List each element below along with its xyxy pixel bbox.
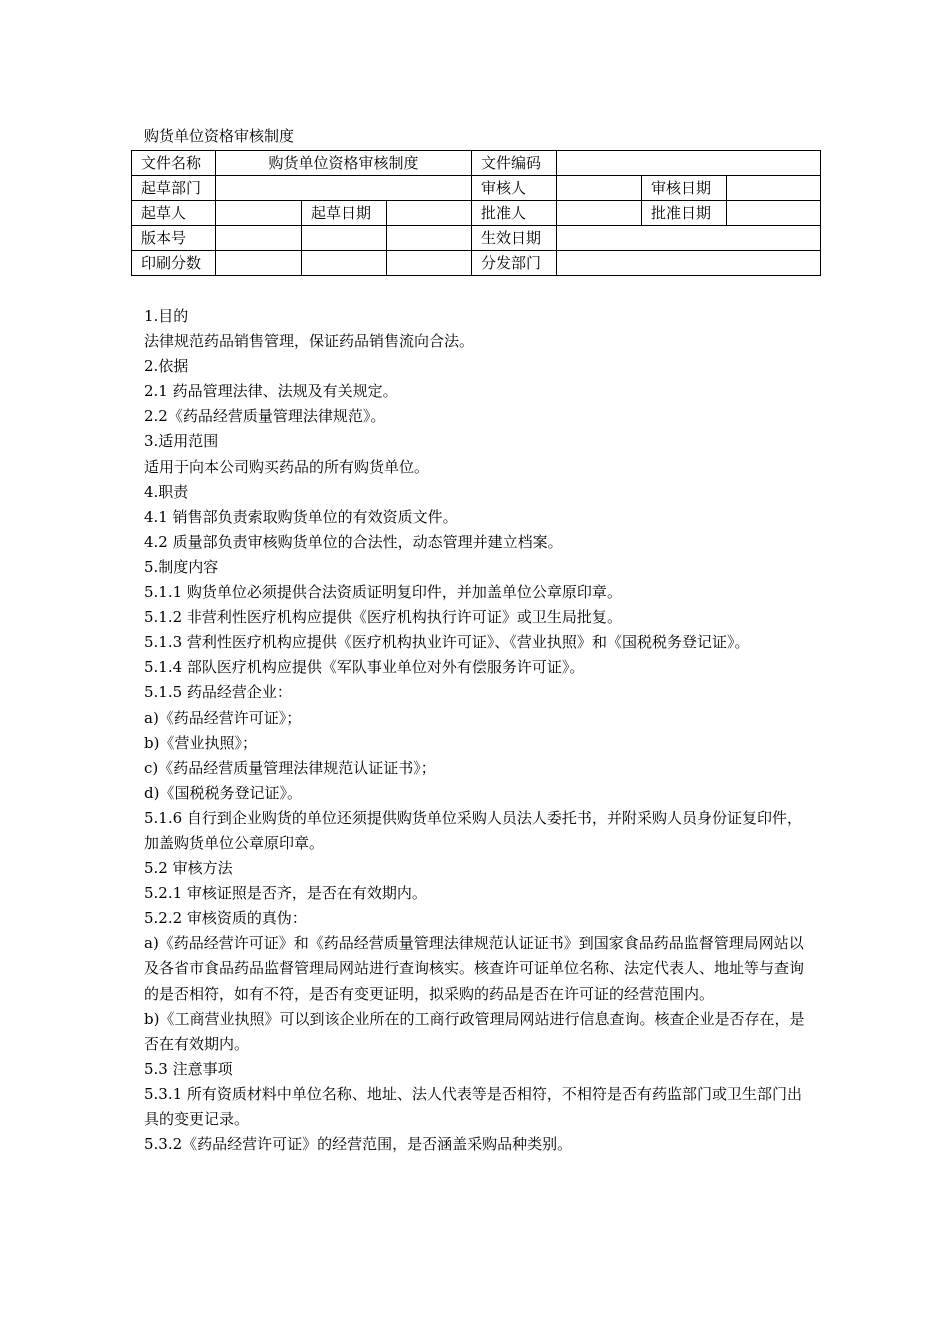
- paragraph: 5.1.5 药品经营企业：: [144, 683, 292, 702]
- paragraph: 5.1.6 自行到企业购货的单位还须提供购货单位采购人员法人委托书，并附采购人员身份证复印件，加盖购货单位公章原印章。: [144, 808, 802, 852]
- table-cell-value: [727, 201, 821, 226]
- table-row: [132, 151, 821, 176]
- table-cell-value: [387, 201, 472, 226]
- table-cell-label: 版本号: [132, 226, 216, 251]
- table-row: [132, 226, 821, 251]
- table-cell-label: 审核人: [472, 176, 557, 201]
- paragraph: 2.依据: [144, 357, 189, 376]
- document-title: 购货单位资格审核制度: [144, 127, 295, 145]
- paragraph: 4.职责: [144, 482, 189, 501]
- paragraph: 5.1.1 购货单位必须提供合法资质证明复印件，并加盖单位公章原印章。: [144, 583, 622, 602]
- table-cell-value: [387, 226, 472, 251]
- table-cell-value: [302, 226, 387, 251]
- paragraph: a)《药品经营许可证》和《药品经营质量管理法律规范认证证书》到国家食品药品监督管理局网站以及各省市食品药品监督管理局网站进行查询核实。核查许可证单位名称、法定代表人、地址等与查询的是否相符，如有不符，是否有变更证明，拟采购的药品是否在许可证的经营范围内。: [144, 934, 805, 1003]
- table-cell-value: [216, 176, 472, 201]
- document-body: [144, 304, 810, 1157]
- table-cell-value: [727, 176, 821, 201]
- table-row: [132, 201, 821, 226]
- table-cell-label: 文件编码: [472, 151, 557, 176]
- table-row: [132, 176, 821, 201]
- table-cell-value: [557, 201, 642, 226]
- paragraph: 5.1.3 营利性医疗机构应提供《医疗机构执业许可证》、《营业执照》和《国税税务登记证》。: [144, 633, 750, 652]
- table-cell-label: 印刷分数: [132, 251, 216, 276]
- paragraph: 3.适用范围: [144, 432, 219, 451]
- table-cell-label: 文件名称: [132, 151, 216, 176]
- table-cell-label: 审核日期: [642, 176, 727, 201]
- paragraph: b)《工商营业执照》可以到该企业所在的工商行政管理局网站进行信息查询。核查企业是否存在，是否在有效期内。: [144, 1009, 805, 1053]
- table-cell-label: 起草部门: [132, 176, 216, 201]
- table-cell-value: 购货单位资格审核制度: [216, 151, 472, 176]
- paragraph: 5.3 注意事项: [144, 1059, 233, 1078]
- table-cell-value: [216, 251, 302, 276]
- paragraph: 5.2.2 审核资质的真伪：: [144, 909, 307, 928]
- table-cell-label: 分发部门: [472, 251, 557, 276]
- paragraph: 5.2.1 审核证照是否齐，是否在有效期内。: [144, 884, 427, 903]
- table-cell-value: [557, 251, 821, 276]
- table-cell-value: [557, 176, 642, 201]
- table-cell-value: [302, 251, 387, 276]
- table-cell-label: 生效日期: [472, 226, 557, 251]
- table-cell-label: 批准人: [472, 201, 557, 226]
- paragraph: 4.1 销售部负责索取购货单位的有效资质文件。: [144, 507, 458, 526]
- table-cell-value: [216, 226, 302, 251]
- table-cell-label: 批准日期: [642, 201, 727, 226]
- table-cell-value: [216, 201, 302, 226]
- paragraph: 5.1.4 部队医疗机构应提供《军队事业单位对外有偿服务许可证》。: [144, 658, 585, 677]
- paragraph: 1.目的: [144, 307, 189, 325]
- paragraph: 5.3.2《药品经营许可证》的经营范围，是否涵盖采购品种类别。: [144, 1135, 573, 1154]
- paragraph: 2.1 药品管理法律、法规及有关规定。: [144, 382, 398, 401]
- paragraph: d)《国税税务登记证》。: [144, 783, 302, 802]
- table-row: [132, 251, 821, 276]
- paragraph: 5.3.1 所有资质材料中单位名称、地址、法人代表等是否相符，不相符是否有药监部门或卫生部门出具的变更记录。: [144, 1084, 802, 1128]
- table-cell-label: 起草人: [132, 201, 216, 226]
- paragraph: 5.2 审核方法: [144, 859, 233, 878]
- paragraph: 4.2 质量部负责审核购货单位的合法性，动态管理并建立档案。: [144, 532, 563, 551]
- paragraph: c)《药品经营质量管理法律规范认证证书》；: [144, 758, 436, 777]
- document-info-table: [131, 150, 821, 276]
- paragraph: a)《药品经营许可证》；: [144, 708, 302, 727]
- table-cell-label: 起草日期: [302, 201, 387, 226]
- table-cell-value: [557, 151, 821, 176]
- paragraph: 2.2《药品经营质量管理法律规范》。: [144, 407, 386, 426]
- paragraph: 法律规范药品销售管理，保证药品销售流向合法。: [144, 332, 475, 351]
- paragraph: 5.制度内容: [144, 557, 219, 576]
- paragraph: 适用于向本公司购买药品的所有购货单位。: [144, 457, 430, 476]
- paragraph: b)《营业执照》；: [144, 733, 257, 752]
- table-cell-value: [387, 251, 472, 276]
- paragraph: 5.1.2 非营利性医疗机构应提供《医疗机构执行许可证》或卫生局批复。: [144, 608, 622, 627]
- table-cell-value: [557, 226, 821, 251]
